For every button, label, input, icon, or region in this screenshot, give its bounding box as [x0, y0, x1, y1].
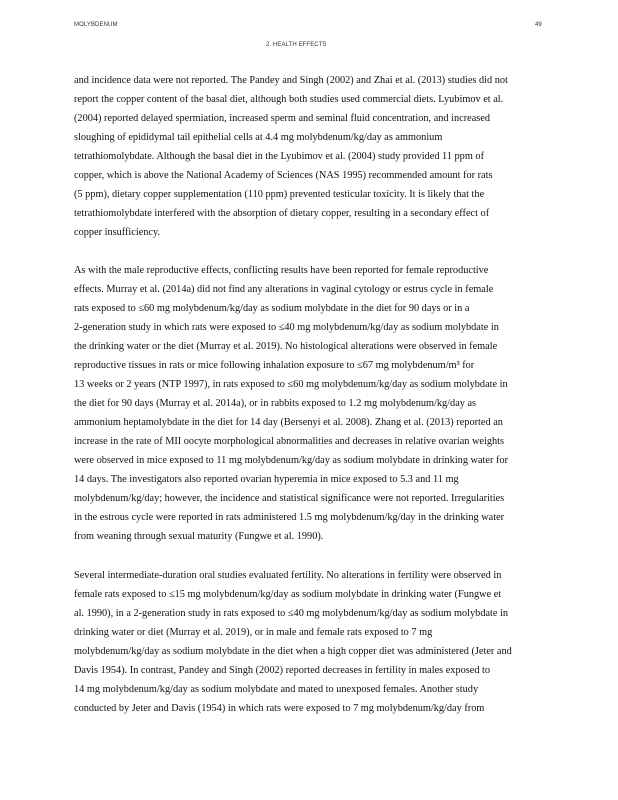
- text-line: As with the male reproductive effects, conflicting results have been reported for female reproductive: [74, 265, 489, 276]
- text-line: drinking water or diet (Murray et al. 2019), or in male and female rats exposed to 7 mg: [74, 627, 433, 638]
- text-line: conducted by Jeter and Davis (1954) in which rats were exposed to 7 mg molybdenum/kg/day from: [74, 703, 485, 714]
- text-line: rats exposed to ≤60 mg molybdenum/kg/day as sodium molybdate in the diet for 90 days or in a: [74, 303, 470, 314]
- text-line: molybdenum/kg/day; however, the incidence and statistical significance were not reported. Irregularities: [74, 493, 505, 504]
- text-line: 13 weeks or 2 years (NTP 1997), in rats exposed to ≤60 mg molybdenum/kg/day as sodium molybdate in: [74, 379, 508, 390]
- text-line: tetrathiomolybdate interfered with the absorption of dietary copper, resulting in a secondary effect of: [74, 208, 490, 219]
- text-line: reproductive tissues in rats or mice following inhalation exposure to ≤67 mg molybdenum/m³ for: [74, 360, 475, 371]
- text-line: 2-generation study in which rats were exposed to ≤40 mg molybdenum/kg/day as sodium molybdate in: [74, 322, 499, 333]
- text-line: tetrathiomolybdate. Although the basal diet in the Lyubimov et al. (2004) study provided 11 ppm of: [74, 151, 484, 162]
- text-line: (2004) reported delayed spermiation, increased sperm and seminal fluid concentration, and increased: [74, 113, 491, 124]
- text-line: from weaning through sexual maturity (Fungwe et al. 1990).: [74, 531, 324, 542]
- text-line: increase in the rate of MII oocyte morphological abnormalities and decreases in relative ovarian weights: [74, 436, 505, 447]
- text-line: ammonium heptamolybdate in the diet for 14 day (Bersenyi et al. 2008). Zhang et al. (2013) reported an: [74, 417, 503, 428]
- text-line: Several intermediate-duration oral studies evaluated fertility. No alterations in fertility were observed in: [74, 570, 502, 581]
- paragraph-female-reproductive-effects: [74, 261, 568, 546]
- text-line: the drinking water or the diet (Murray et al. 2019). No histological alterations were observed in female: [74, 341, 498, 352]
- text-line: molybdenum/kg/day as sodium molybdate in the diet when a high copper diet was administered (Jeter and: [74, 646, 512, 657]
- text-line: in the estrous cycle were reported in rats administered 1.5 mg molybdenum/kg/day in the drinking water: [74, 512, 505, 523]
- text-line: 14 days. The investigators also reported ovarian hyperemia in mice exposed to 5.3 and 11 mg: [74, 474, 459, 485]
- paragraph-fertility-studies: [74, 566, 568, 718]
- page-number: 49: [535, 22, 542, 28]
- text-line: and incidence data were not reported. The Pandey and Singh (2002) and Zhai et al. (2013) studies did not: [74, 75, 508, 86]
- text-line: the diet for 90 days (Murray et al. 2014a), or in rabbits exposed to 1.2 mg molybdenum/kg/day as: [74, 398, 477, 409]
- text-line: al. 1990), in a 2-generation study in rats exposed to ≤40 mg molybdenum/kg/day as sodium molybdate in: [74, 608, 509, 619]
- text-line: were observed in mice exposed to 11 mg molybdenum/kg/day as sodium molybdate in drinking water for: [74, 455, 508, 466]
- text-line: copper insufficiency.: [74, 227, 161, 238]
- text-line: Davis 1954). In contrast, Pandey and Singh (2002) reported decreases in fertility in males exposed to: [74, 665, 491, 676]
- text-line: (5 ppm), dietary copper supplementation (110 ppm) prevented testicular toxicity. It is likely that the: [74, 189, 485, 200]
- running-header-title: MOLYBDENUM: [74, 22, 118, 28]
- text-line: sloughing of epididymal tail epithelial cells at 4.4 mg molybdenum/kg/day as ammonium: [74, 132, 443, 143]
- text-line: female rats exposed to ≤15 mg molybdenum/kg/day as sodium molybdate in drinking water (Fungwe et: [74, 589, 502, 600]
- text-line: report the copper content of the basal diet, although both studies used commercial diets. Lyubimov et al.: [74, 94, 504, 105]
- text-line: 14 mg molybdenum/kg/day as sodium molybdate and mated to unexposed females. Another study: [74, 684, 479, 695]
- paragraph-copper-insufficiency: [74, 71, 568, 242]
- text-line: effects. Murray et al. (2014a) did not find any alterations in vaginal cytology or estrus cycle in female: [74, 284, 494, 295]
- chapter-header: 2. HEALTH EFFECTS: [266, 42, 327, 48]
- text-line: copper, which is above the National Academy of Sciences (NAS 1995) recommended amount for rats: [74, 170, 493, 181]
